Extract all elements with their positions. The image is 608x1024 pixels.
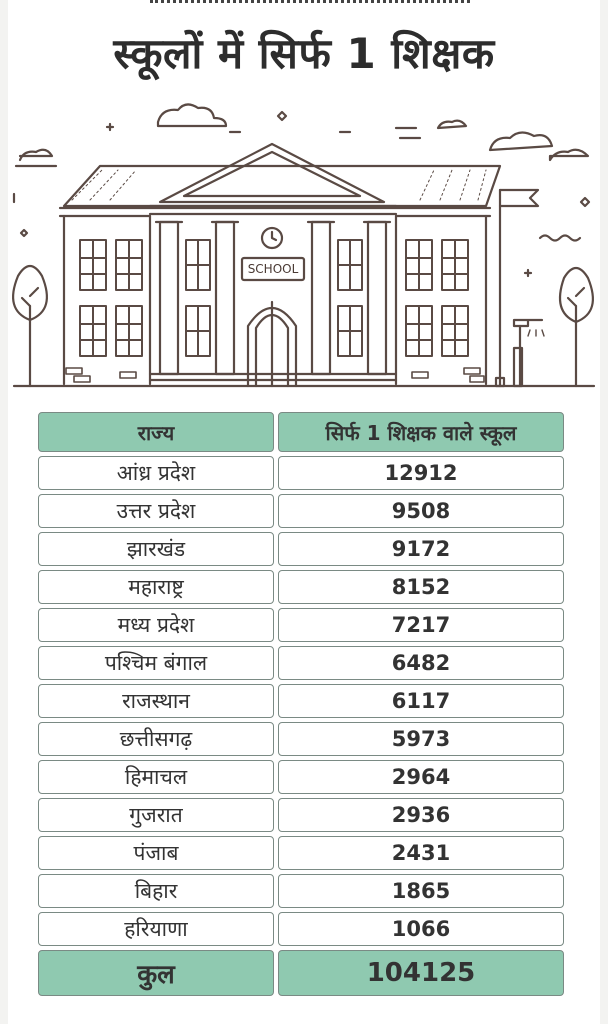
state-name-cell: राजस्थान	[38, 684, 274, 718]
state-name-cell: छत्तीसगढ़	[38, 722, 274, 756]
state-name-cell: हिमाचल	[38, 760, 274, 794]
school-count-cell: 2964	[278, 760, 564, 794]
total-value: 104125	[278, 950, 564, 996]
school-count-cell: 9508	[278, 494, 564, 528]
state-name-cell: मध्य प्रदेश	[38, 608, 274, 642]
table-body	[38, 456, 564, 946]
state-name-cell: आंध्र प्रदेश	[38, 456, 274, 490]
school-building-illustration	[0, 90, 608, 390]
school-count-cell: 1066	[278, 912, 564, 946]
table-row	[38, 836, 564, 870]
page-title: स्कूलों में सिर्फ 1 शिक्षक	[113, 29, 495, 78]
school-count-cell: 12912	[278, 456, 564, 490]
school-count-cell: 2431	[278, 836, 564, 870]
total-label: कुल	[38, 950, 274, 996]
table-row	[38, 684, 564, 718]
school-count-cell: 6117	[278, 684, 564, 718]
table-total-row	[38, 950, 564, 996]
table-row	[38, 760, 564, 794]
table-row	[38, 722, 564, 756]
state-name-cell: झारखंड	[38, 532, 274, 566]
column-header-schools: सिर्फ 1 शिक्षक वाले स्कूल	[278, 412, 564, 452]
school-count-cell: 2936	[278, 798, 564, 832]
school-count-cell: 9172	[278, 532, 564, 566]
state-name-cell: पंजाब	[38, 836, 274, 870]
table-row	[38, 456, 564, 490]
state-name-cell: महाराष्ट्र	[38, 570, 274, 604]
school-count-cell: 6482	[278, 646, 564, 680]
school-count-cell: 7217	[278, 608, 564, 642]
table-row	[38, 570, 564, 604]
table-row	[38, 798, 564, 832]
state-name-cell: पश्चिम बंगाल	[38, 646, 274, 680]
state-name-cell: हरियाणा	[38, 912, 274, 946]
school-sign-label: SCHOOL	[247, 262, 299, 276]
state-name-cell: उत्तर प्रदेश	[38, 494, 274, 528]
table-row	[38, 494, 564, 528]
schools-table	[38, 412, 564, 1000]
top-decorative-strip	[150, 0, 470, 9]
school-count-cell: 1865	[278, 874, 564, 908]
state-name-cell: बिहार	[38, 874, 274, 908]
table-row	[38, 912, 564, 946]
table-row	[38, 646, 564, 680]
column-header-state: राज्य	[38, 412, 274, 452]
table-row	[38, 532, 564, 566]
table-header-row	[38, 412, 564, 452]
table-row	[38, 874, 564, 908]
table-row	[38, 608, 564, 642]
school-count-cell: 5973	[278, 722, 564, 756]
state-name-cell: गुजरात	[38, 798, 274, 832]
school-count-cell: 8152	[278, 570, 564, 604]
